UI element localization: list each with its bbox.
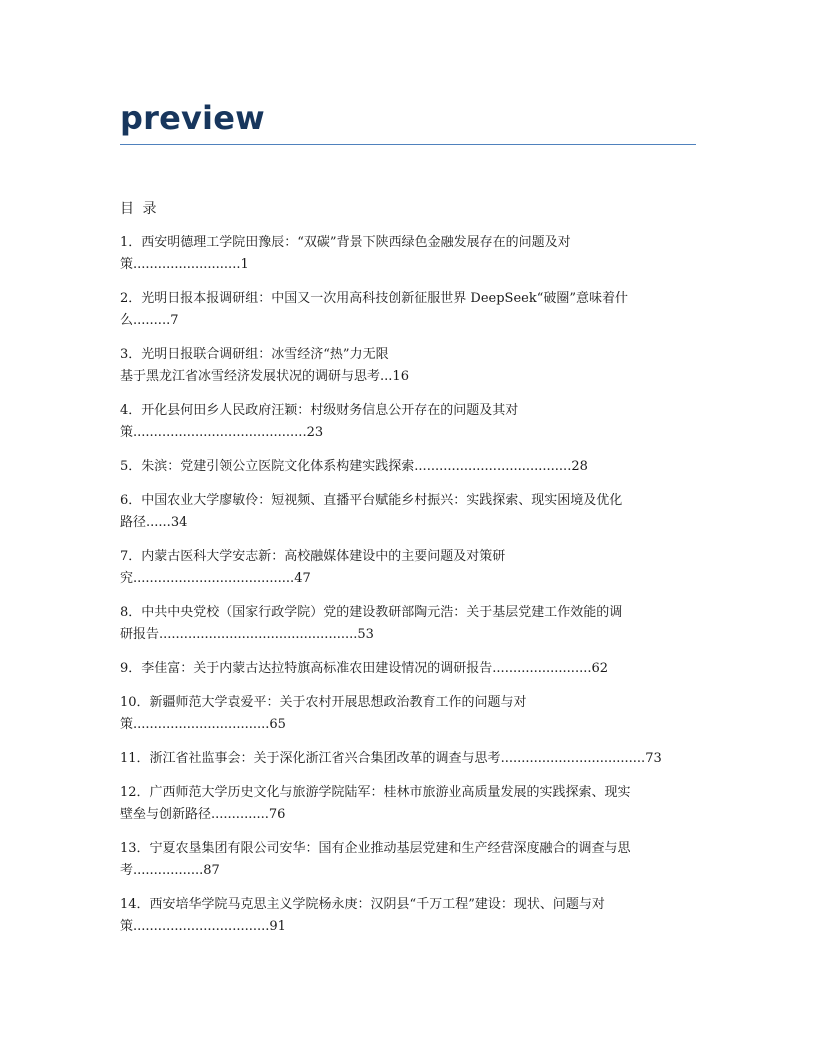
toc-entry[interactable]: [120, 602, 696, 646]
toc-entry[interactable]: [120, 344, 696, 388]
toc-entry-leader-dots: .................................: [133, 717, 270, 732]
toc-entry-leader-dots: .........: [133, 313, 171, 328]
toc-entry-leader-dots: ..............: [211, 807, 269, 822]
toc-heading: 目 录: [120, 201, 159, 217]
toc-entry-number: 12．: [120, 785, 150, 800]
toc-entry[interactable]: [120, 894, 696, 938]
toc-entry-page-number: 73: [645, 751, 662, 766]
toc-entry-page-number: 65: [269, 717, 286, 732]
toc-entry[interactable]: [120, 748, 696, 770]
toc-entry-page-number: 76: [268, 807, 286, 822]
toc-entry-number: 14．: [120, 897, 150, 912]
toc-entry[interactable]: [120, 692, 696, 736]
toc-list: [120, 232, 696, 938]
toc-entry-leader-dots: ..........................................: [133, 425, 307, 440]
toc-entry-title: 西安培华学院马克思主义学院杨永庚：汉阴县“千万工程”建设：现状、问题与对: [149, 897, 605, 912]
toc-entry[interactable]: [120, 782, 696, 826]
toc-entry-leader-dots: ......................................: [414, 459, 572, 474]
toc-entry-page-number: 34: [170, 515, 188, 530]
toc-entry-title-continued: 策: [120, 257, 134, 272]
toc-entry-title: 广西师范大学历史文化与旅游学院陆军：桂林市旅游业高质量发展的实践探索、现实: [149, 785, 631, 800]
toc-entry[interactable]: [120, 456, 696, 478]
toc-entry-number: 6．: [120, 493, 142, 508]
toc-entry-title: 西安明德理工学院田豫辰：“双碳”背景下陕西绿色金融发展存在的问题及对: [141, 235, 571, 250]
toc-entry-title-continued: 么: [120, 313, 134, 328]
toc-entry-title-continued: 研报告: [120, 627, 160, 642]
toc-entry-title-continued: 策: [120, 919, 134, 934]
toc-entry-number: 9．: [120, 661, 142, 676]
toc-entry[interactable]: [120, 232, 696, 276]
toc-entry-number: 8．: [120, 605, 142, 620]
toc-entry-number: 5．: [120, 459, 142, 474]
toc-entry-leader-dots: .................................: [133, 919, 270, 934]
toc-entry-page-number: 1: [240, 257, 249, 272]
toc-entry[interactable]: [120, 838, 696, 882]
toc-entry-number: 7．: [120, 549, 142, 564]
toc-entry-title-continued: 究: [120, 571, 134, 586]
toc-entry[interactable]: [120, 658, 696, 680]
toc-entry-leader-dots: .......................................: [133, 571, 295, 586]
toc-entry-title: 朱滨：党建引领公立医院文化体系构建实践探索: [141, 459, 415, 474]
toc-entry-title: 开化县何田乡人民政府汪颖：村级财务信息公开存在的问题及其对: [141, 403, 519, 418]
toc-entry-number: 10．: [120, 695, 150, 710]
document-page: [120, 96, 696, 950]
toc-entry-leader-dots: ...................................: [500, 751, 646, 766]
toc-entry-page-number: 23: [306, 425, 324, 440]
toc-entry-leader-dots: ..........................: [133, 257, 241, 272]
toc-entry[interactable]: [120, 288, 696, 332]
toc-entry-leader-dots: ...: [380, 369, 393, 384]
toc-entry-page-number: 16: [392, 369, 409, 384]
toc-entry-number: 13．: [120, 841, 150, 856]
toc-entry-leader-dots: .................: [133, 863, 204, 878]
toc-entry-page-number: 91: [269, 919, 286, 934]
toc-entry-title: 光明日报本报调研组：中国又一次用高科技创新征服世界 DeepSeek“破圈”意味着什: [141, 291, 629, 306]
toc-entry-leader-dots: ........................: [492, 661, 592, 676]
toc-entry-title: 光明日报联合调研组：冰雪经济“热”力无限: [141, 347, 389, 362]
toc-entry-leader-dots: ................................................: [159, 627, 358, 642]
toc-entry-page-number: 7: [170, 313, 179, 328]
toc-entry-number: 1．: [120, 235, 142, 250]
toc-entry-number: 2．: [120, 291, 142, 306]
document-title: preview: [120, 96, 696, 145]
toc-entry-title: 中共中央党校（国家行政学院）党的建设教研部陶元浩：关于基层党建工作效能的调: [141, 605, 623, 620]
toc-entry-page-number: 53: [357, 627, 374, 642]
toc-entry-leader-dots: ......: [146, 515, 171, 530]
toc-entry-number: 11．: [120, 751, 150, 766]
toc-entry-title-continued: 策: [120, 425, 134, 440]
toc-entry-title: 李佳富：关于内蒙古达拉特旗高标准农田建设情况的调研报告: [141, 661, 493, 676]
toc-entry-page-number: 62: [591, 661, 609, 676]
toc-entry-title-continued: 考: [120, 863, 134, 878]
toc-entry[interactable]: [120, 490, 696, 534]
toc-entry[interactable]: [120, 546, 696, 590]
toc-entry-number: 3．: [120, 347, 142, 362]
toc-entry-title: 中国农业大学廖敏伶：短视频、直播平台赋能乡村振兴：实践探索、现实困境及优化: [141, 493, 623, 508]
toc-entry-title: 浙江省社监事会：关于深化浙江省兴合集团改革的调查与思考: [149, 751, 501, 766]
toc-entry-title-continued: 壁垒与创新路径: [120, 807, 212, 822]
toc-entry-page-number: 47: [294, 571, 311, 586]
toc-entry-number: 4．: [120, 403, 142, 418]
toc-entry-title-continued: 路径: [120, 515, 147, 530]
toc-entry-title-continued: 策: [120, 717, 134, 732]
toc-entry-title: 宁夏农垦集团有限公司安华：国有企业推动基层党建和生产经营深度融合的调查与思: [149, 841, 631, 856]
toc-entry[interactable]: [120, 400, 696, 444]
toc-entry-page-number: 28: [571, 459, 588, 474]
toc-entry-title: 新疆师范大学袁爱平：关于农村开展思想政治教育工作的问题与对: [149, 695, 527, 710]
toc-entry-title-continued: 基于黑龙江省冰雪经济发展状况的调研与思考: [120, 369, 381, 384]
toc-entry-page-number: 87: [203, 863, 220, 878]
toc-entry-title: 内蒙古医科大学安志新：高校融媒体建设中的主要问题及对策研: [141, 549, 506, 564]
